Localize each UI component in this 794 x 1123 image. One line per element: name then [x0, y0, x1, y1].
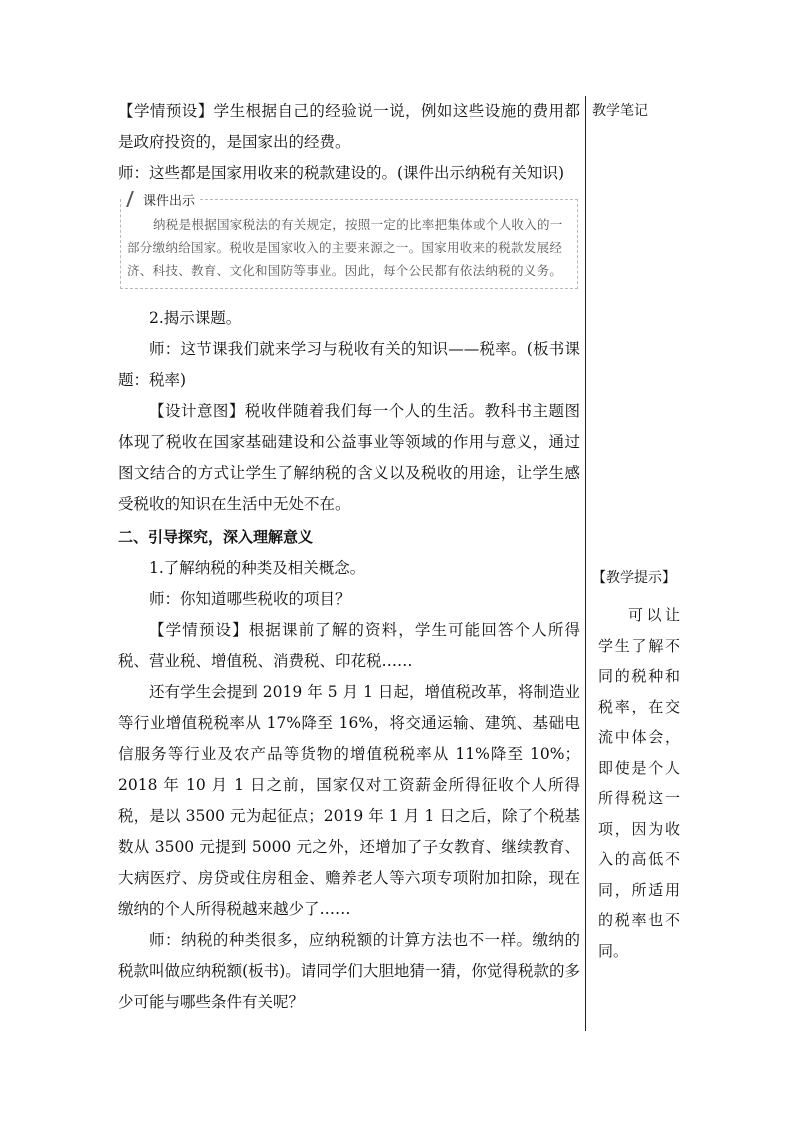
- courseware-tag-label: 课件出示: [143, 194, 196, 209]
- teaching-tip-label: 【教学提示】: [592, 570, 676, 586]
- paragraph-student-preset: 【学情预设】学生根据自己的经验说一说，例如这些设施的费用都是政府投资的，是国家出的经费。: [118, 102, 580, 151]
- main-column: [118, 96, 580, 1018]
- paragraph-step-1: 1.了解纳税的种类及相关概念。: [149, 559, 366, 577]
- column-divider: [585, 96, 586, 1031]
- courseware-tag: [127, 190, 199, 209]
- paragraph-design-intent: 【设计意图】税收伴随着我们每一个人的生活。教科书主题图体现了税收在国家基础建设和公益事业等领域的作用与意义，通过图文结合的方式让学生了解纳税的含义以及税收的用途，让学生感受税收的知识在生活中无处不在。: [118, 402, 580, 513]
- paragraph-question: 师：你知道哪些税收的项目？: [149, 590, 351, 608]
- paragraph-topic-reveal: 师：这节课我们就来学习与税收有关的知识——税率。(板书课题：税率): [118, 340, 580, 389]
- teaching-notes-title: 教学笔记: [592, 103, 648, 119]
- section-heading-2: 二、引导探究，深入理解意义: [118, 528, 314, 546]
- paragraph-student-preset-2: 【学情预设】根据课前了解的资料，学生可能回答个人所得税、营业税、增值税、消费税、印花税……: [118, 621, 580, 670]
- courseware-box: [120, 194, 578, 289]
- teaching-tip-text: 可以让学生了解不同的税种和税率，在交流中体会，即使是个人所得税这一项，因为收入的高低不同，所适用的税率也不同。: [598, 606, 680, 960]
- box-top-border: [195, 199, 578, 200]
- paragraph-teacher-remark: 师：这些都是国家用收来的税款建设的。(课件出示纳税有关知识): [118, 164, 565, 182]
- paragraph-tax-reform: 还有学生会提到 2019 年 5 月 1 日起，增值税改革，将制造业等行业增值税税率从 17%降至 16%，将交通运输、建筑、基础电信服务等行业及农产品等货物的增值税税率从 11%降至 10%；2018 年 10 月 1 日之前，国家仅对工资薪金所得征收个人所得税，是以 3500 元为起征点；2019 年 1 月 1 日之后，除了个税基数从 3500 元提到 5000 元之外，还增加了子女教育、继续教育、大病医疗、房贷或住房租金、赡养老人等六项专项附加扣除，现在缴纳的个人所得税越来越少了……: [118, 683, 580, 918]
- paragraph-tax-amount: 师：纳税的种类很多，应纳税额的计算方法也不一样。缴纳的税款叫做应纳税额(板书)。请同学们大胆地猜一猜，你觉得税款的多少可能与哪些条件有关呢？: [118, 931, 580, 1011]
- courseware-text: 纳税是根据国家税法的有关规定，按照一定的比率把集体或个人收入的一部分缴纳给国家。税收是国家收入的主要来源之一。国家用收来的税款发展经济、科技、教育、文化和国防等事业。因此，每个公民都有依法纳税的义务。: [127, 217, 563, 278]
- paragraph-step-2: 2.揭示课题。: [149, 309, 242, 327]
- pen-mark-icon: [126, 191, 144, 207]
